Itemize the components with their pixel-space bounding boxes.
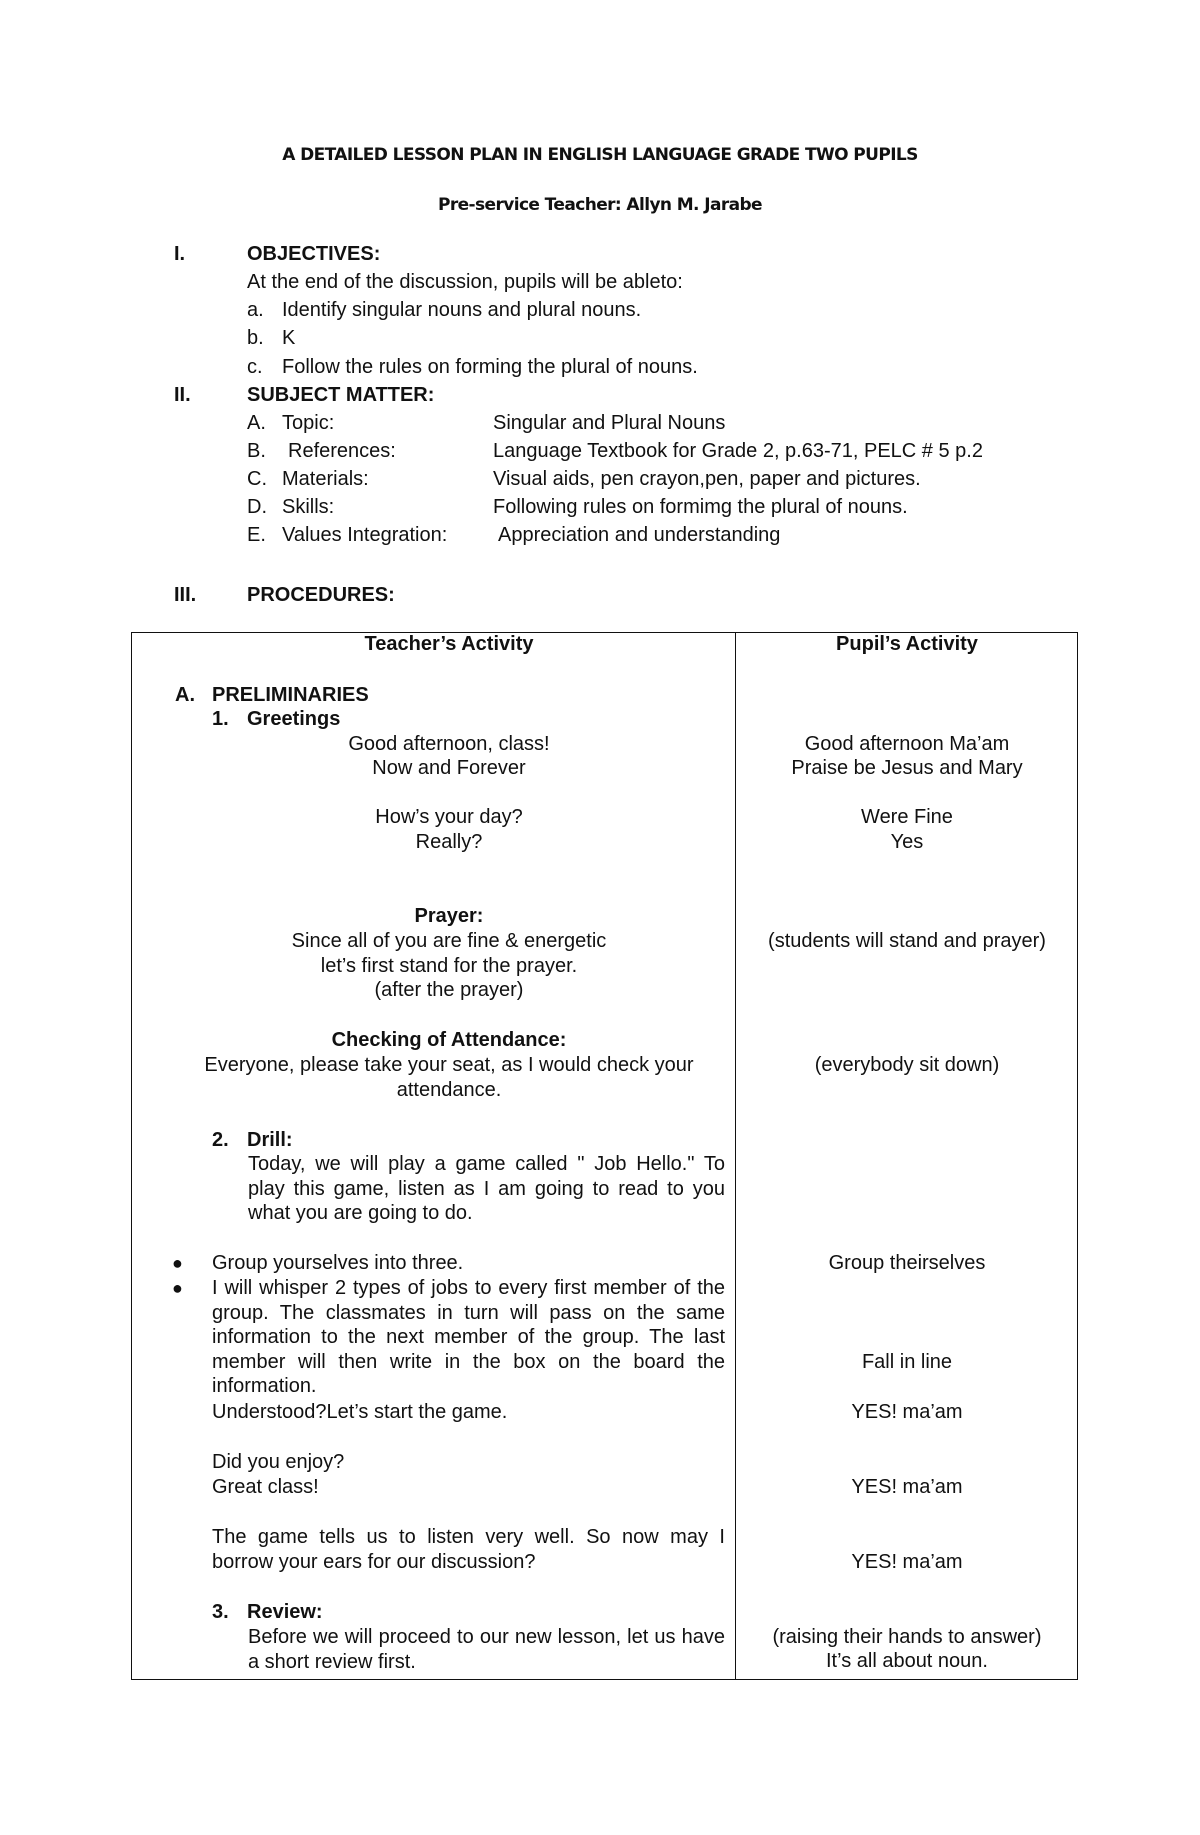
subject-letter: E. <box>247 524 266 546</box>
preliminaries-letter: A. <box>175 684 195 706</box>
teacher-line: Now and Forever <box>372 757 526 779</box>
teacher-bullet-text: I will whisper 2 types of jobs to every first member of the group. The classmates in turn will pass on the same information to the next member of the group. The last member will then write in the box on the board the information. <box>212 1277 725 1398</box>
drill-heading: Drill: <box>247 1129 293 1151</box>
objective-text: K <box>282 327 296 349</box>
section-heading-subject-matter: SUBJECT MATTER: <box>247 384 435 406</box>
subject-letter: C. <box>247 468 267 490</box>
teacher-line: attendance. <box>396 1079 502 1101</box>
subject-label: Skills: <box>282 496 335 518</box>
objective-letter: c. <box>247 356 263 378</box>
teacher-paragraph: Today, we will play a game called " Job Hello." To play this game, listen as I am going to read to you what you are going to do. <box>248 1153 725 1225</box>
pupil-line: Fall in line <box>861 1351 953 1373</box>
table-column-divider <box>735 632 736 1680</box>
attendance-heading: Checking of Attendance: <box>331 1029 567 1051</box>
pupil-line: Yes <box>890 831 924 853</box>
subject-value: Appreciation and understanding <box>498 524 781 546</box>
objective-letter: a. <box>247 299 264 321</box>
pupil-line: YES! ma’am <box>851 1476 963 1498</box>
pupil-line: It’s all about noun. <box>826 1650 988 1672</box>
objective-letter: b. <box>247 327 264 349</box>
teacher-line: Really? <box>415 831 483 853</box>
document-title: A DETAILED LESSON PLAN IN ENGLISH LANGUAGE GRADE TWO PUPILS <box>282 145 918 165</box>
review-number: 3. <box>212 1601 229 1623</box>
teacher-line: How’s your day? <box>375 806 523 828</box>
subject-label: Topic: <box>282 412 335 434</box>
pupil-activity-header: Pupil’s Activity <box>836 633 978 655</box>
drill-number: 2. <box>212 1129 229 1151</box>
pupil-line: Good afternoon Ma’am <box>804 733 1010 755</box>
teacher-line: Great class! <box>212 1476 319 1498</box>
teacher-line: Since all of you are fine & energetic <box>291 930 607 952</box>
section-number-subject-matter: II. <box>174 384 191 406</box>
pupil-line: Group theirselves <box>828 1252 986 1274</box>
section-heading-objectives: OBJECTIVES: <box>247 243 381 265</box>
objectives-intro: At the end of the discussion, pupils will be ableto: <box>247 271 683 293</box>
greetings-heading: Greetings <box>247 708 341 730</box>
teacher-paragraph: The game tells us to listen very well. So now may I borrow your ears for our discussion? <box>212 1526 725 1573</box>
teacher-paragraph: Before we will proceed to our new lesson, let us have a short review first. <box>248 1626 725 1673</box>
subject-letter: D. <box>247 496 267 518</box>
teacher-line: Did you enjoy? <box>212 1451 345 1473</box>
greetings-number: 1. <box>212 708 229 730</box>
subject-value: Visual aids, pen crayon,pen, paper and pictures. <box>493 468 921 490</box>
subject-label: Values Integration: <box>282 524 448 546</box>
teacher-line: let’s first stand for the prayer. <box>320 955 578 977</box>
pupil-line: (raising their hands to answer) <box>772 1626 1042 1648</box>
objective-text: Follow the rules on forming the plural of nouns. <box>282 356 698 378</box>
teacher-bullet-text: Group yourselves into three. <box>212 1252 464 1274</box>
objective-text: Identify singular nouns and plural nouns. <box>282 299 642 321</box>
pupil-line: Praise be Jesus and Mary <box>791 757 1023 779</box>
teacher-line: (after the prayer) <box>374 979 524 1001</box>
pupil-line: (everybody sit down) <box>814 1054 1000 1076</box>
subject-value: Singular and Plural Nouns <box>493 412 726 434</box>
teacher-name: Pre-service Teacher: Allyn M. Jarabe <box>437 195 762 215</box>
subject-value: Following rules on formimg the plural of nouns. <box>493 496 908 518</box>
section-number-procedures: III. <box>174 584 197 606</box>
section-heading-procedures: PROCEDURES: <box>247 584 395 606</box>
subject-label: References: <box>288 440 396 462</box>
teacher-line: Understood?Let’s start the game. <box>212 1401 508 1423</box>
teacher-line: Good afternoon, class! <box>348 733 550 755</box>
teacher-activity-header: Teacher’s Activity <box>364 633 534 655</box>
review-heading: Review: <box>247 1601 323 1623</box>
pupil-line: YES! ma’am <box>851 1401 963 1423</box>
section-number-objectives: I. <box>174 243 186 265</box>
subject-value: Language Textbook for Grade 2, p.63-71, PELC # 5 p.2 <box>493 440 983 462</box>
preliminaries-heading: PRELIMINARIES <box>212 684 369 706</box>
subject-letter: A. <box>247 412 266 434</box>
bullet-icon: ● <box>172 1278 183 1298</box>
pupil-line: YES! ma’am <box>851 1551 963 1573</box>
prayer-heading: Prayer: <box>414 905 484 927</box>
pupil-line: Were Fine <box>861 806 953 828</box>
teacher-line: Everyone, please take your seat, as I would check your <box>204 1054 694 1076</box>
subject-label: Materials: <box>282 468 369 490</box>
pupil-line: (students will stand and prayer) <box>768 930 1046 952</box>
subject-letter: B. <box>247 440 266 462</box>
bullet-icon: ● <box>172 1253 183 1273</box>
